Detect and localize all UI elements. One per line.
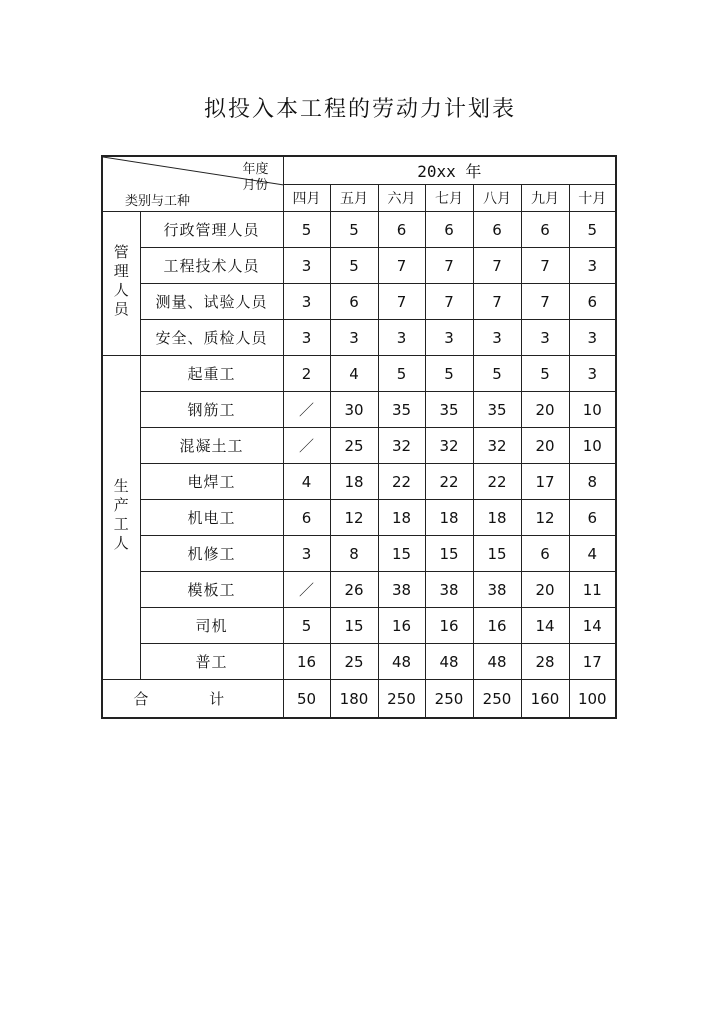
worker-type-cell: 模板工	[140, 572, 283, 608]
count-cell: 5	[283, 212, 330, 248]
count-cell: 25	[330, 428, 378, 464]
table-row	[102, 464, 616, 500]
count-cell: 5	[425, 356, 473, 392]
worker-type-cell: 混凝土工	[140, 428, 283, 464]
count-cell: 12	[521, 500, 569, 536]
count-cell: 30	[330, 392, 378, 428]
group-label: 管理人员	[111, 243, 130, 320]
labor-plan-table	[101, 155, 617, 719]
count-cell: 22	[378, 464, 425, 500]
page-title: 拟投入本工程的劳动力计划表	[203, 97, 516, 122]
total-count-cell: 100	[569, 680, 616, 719]
count-cell: 6	[378, 212, 425, 248]
count-cell: 6	[569, 500, 616, 536]
worker-type-cell: 工程技术人员	[140, 248, 283, 284]
group-label: 生产工人	[111, 477, 130, 554]
count-cell: 7	[378, 248, 425, 284]
table-row	[102, 392, 616, 428]
count-cell: 15	[425, 536, 473, 572]
worker-type-cell: 电焊工	[140, 464, 283, 500]
total-row	[102, 680, 616, 719]
count-cell: 14	[521, 608, 569, 644]
month-header: 六月	[378, 185, 425, 212]
year-header: 20xx 年	[283, 156, 616, 185]
table-row	[102, 320, 616, 356]
count-cell: 6	[283, 500, 330, 536]
total-count-cell: 250	[425, 680, 473, 719]
count-cell: 10	[569, 392, 616, 428]
worker-type-cell: 普工	[140, 644, 283, 680]
month-header: 五月	[330, 185, 378, 212]
count-cell: 32	[425, 428, 473, 464]
table-row	[102, 284, 616, 320]
table-row	[102, 212, 616, 248]
count-cell: 38	[378, 572, 425, 608]
group-label-cell	[102, 356, 140, 680]
month-header: 十月	[569, 185, 616, 212]
count-cell: 6	[473, 212, 521, 248]
table-row	[102, 608, 616, 644]
table-row	[102, 248, 616, 284]
count-cell: 7	[425, 248, 473, 284]
count-cell: 48	[425, 644, 473, 680]
total-count-cell: 160	[521, 680, 569, 719]
count-cell: 3	[521, 320, 569, 356]
count-cell: 7	[425, 284, 473, 320]
category-axis-label: 类别与工种	[125, 194, 191, 209]
worker-type-cell: 安全、质检人员	[140, 320, 283, 356]
count-cell: ／	[283, 572, 330, 608]
count-cell: 6	[425, 212, 473, 248]
total-count-cell: 250	[378, 680, 425, 719]
total-label-cell	[102, 680, 283, 719]
count-cell: 3	[283, 284, 330, 320]
count-cell: 48	[378, 644, 425, 680]
count-cell: 5	[330, 212, 378, 248]
count-cell: 7	[521, 284, 569, 320]
table-row	[102, 644, 616, 680]
worker-type-cell: 测量、试验人员	[140, 284, 283, 320]
count-cell: 16	[378, 608, 425, 644]
count-cell: 35	[473, 392, 521, 428]
count-cell: 15	[330, 608, 378, 644]
count-cell: 7	[473, 284, 521, 320]
count-cell: 20	[521, 428, 569, 464]
count-cell: 20	[521, 572, 569, 608]
count-cell: 3	[425, 320, 473, 356]
count-cell: 4	[330, 356, 378, 392]
table-row	[102, 536, 616, 572]
count-cell: 7	[378, 284, 425, 320]
worker-type-cell: 机电工	[140, 500, 283, 536]
count-cell: 32	[378, 428, 425, 464]
count-cell: 25	[330, 644, 378, 680]
count-cell: 17	[521, 464, 569, 500]
table-row	[102, 572, 616, 608]
month-header: 七月	[425, 185, 473, 212]
count-cell: 2	[283, 356, 330, 392]
count-cell: 5	[569, 212, 616, 248]
worker-type-cell: 机修工	[140, 536, 283, 572]
count-cell: 18	[425, 500, 473, 536]
count-cell: 15	[378, 536, 425, 572]
total-count-cell: 180	[330, 680, 378, 719]
count-cell: 5	[378, 356, 425, 392]
count-cell: 18	[330, 464, 378, 500]
count-cell: 4	[283, 464, 330, 500]
count-cell: 7	[473, 248, 521, 284]
table-row	[102, 428, 616, 464]
count-cell: 15	[473, 536, 521, 572]
count-cell: ／	[283, 392, 330, 428]
count-cell: 5	[473, 356, 521, 392]
count-cell: 4	[569, 536, 616, 572]
count-cell: 7	[521, 248, 569, 284]
month-header: 九月	[521, 185, 569, 212]
month-header: 八月	[473, 185, 521, 212]
count-cell: 3	[569, 356, 616, 392]
count-cell: 35	[425, 392, 473, 428]
count-cell: 20	[521, 392, 569, 428]
count-cell: 48	[473, 644, 521, 680]
count-cell: 16	[425, 608, 473, 644]
count-cell: 22	[425, 464, 473, 500]
count-cell: 5	[283, 608, 330, 644]
count-cell: ／	[283, 428, 330, 464]
count-cell: 3	[283, 536, 330, 572]
count-cell: 18	[473, 500, 521, 536]
year-axis-label: 年度	[242, 162, 269, 177]
count-cell: 38	[473, 572, 521, 608]
count-cell: 8	[569, 464, 616, 500]
table-row	[102, 500, 616, 536]
count-cell: 3	[569, 248, 616, 284]
table-row	[102, 356, 616, 392]
count-cell: 6	[330, 284, 378, 320]
count-cell: 18	[378, 500, 425, 536]
total-count-cell: 50	[283, 680, 330, 719]
count-cell: 12	[330, 500, 378, 536]
count-cell: 6	[521, 536, 569, 572]
count-cell: 3	[378, 320, 425, 356]
count-cell: 3	[569, 320, 616, 356]
count-cell: 17	[569, 644, 616, 680]
count-cell: 22	[473, 464, 521, 500]
count-cell: 3	[283, 248, 330, 284]
count-cell: 28	[521, 644, 569, 680]
count-cell: 3	[473, 320, 521, 356]
count-cell: 6	[569, 284, 616, 320]
count-cell: 14	[569, 608, 616, 644]
worker-type-cell: 行政管理人员	[140, 212, 283, 248]
count-cell: 3	[330, 320, 378, 356]
count-cell: 5	[330, 248, 378, 284]
month-header: 四月	[283, 185, 330, 212]
count-cell: 16	[473, 608, 521, 644]
count-cell: 11	[569, 572, 616, 608]
total-label: 合 计	[133, 690, 253, 708]
count-cell: 16	[283, 644, 330, 680]
worker-type-cell: 司机	[140, 608, 283, 644]
header-corner-cell	[102, 156, 283, 212]
group-label-cell	[102, 212, 140, 356]
month-axis-label: 月份	[242, 178, 269, 193]
worker-type-cell: 起重工	[140, 356, 283, 392]
count-cell: 6	[521, 212, 569, 248]
count-cell: 26	[330, 572, 378, 608]
worker-type-cell: 钢筋工	[140, 392, 283, 428]
count-cell: 5	[521, 356, 569, 392]
count-cell: 35	[378, 392, 425, 428]
count-cell: 8	[330, 536, 378, 572]
count-cell: 32	[473, 428, 521, 464]
total-count-cell: 250	[473, 680, 521, 719]
count-cell: 10	[569, 428, 616, 464]
count-cell: 3	[283, 320, 330, 356]
count-cell: 38	[425, 572, 473, 608]
